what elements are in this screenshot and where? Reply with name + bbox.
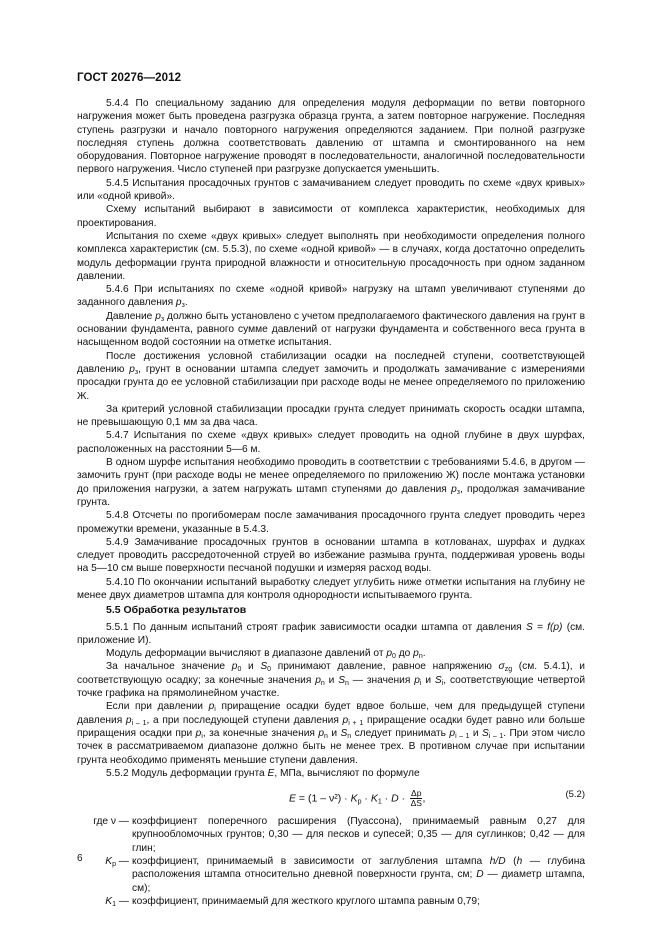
paragraph-pressure: Давление $p_з$ должно быть установлено с учетом предполагаемого фактического давления на грунт в основании фундамента, равного сумме давлений от нагрузки фундамента и собственного веса грунта в насыщенном водой состоянии на отметке испытания. [77, 310, 585, 349]
paragraph-5-4-4: 5.4.4 По специальному заданию для определения модуля деформации по ветви повторного нагружения может быть проведена разгрузка образца грунта, а затем повторное нагружение. Последняя ступень разгрузки и начало повторного нагружения определяются заданием. При полной разгрузке последняя ступень должна соответствовать давлению от штампа и смонтированного на нем оборудования. Повторное нагружение проводят в последовательности, аналогичной последовательности первого нагружения. Число ступеней при разгрузке допускается уменьшить. [77, 98, 585, 176]
fraction-numerator: Δp [411, 788, 422, 799]
definition-text: коэффициент, принимаемый в зависимости от заглубления штампа h/D (h — глубина расположения штампа относительно дневной поверхности грунта, см; D — диаметр штампа, см); [132, 856, 585, 894]
formula-5-2 [77, 783, 585, 811]
paragraph-criterion: За критерий условной стабилизации просадки грунта следует принимать скорость осадки штампа, не превышающую 0,1 мм за два часа. [77, 403, 585, 429]
paragraph-5-4-9: 5.4.9 Замачивание просадочных грунтов в основании штампа в котлованах, шурфах и дудках следует проводить рассредоточенной струей во избежание размыва грунта, поддерживая уровень воды на 5—10 см выше поверхности песчаной подушки и измеряя расход воды. [77, 536, 585, 575]
definition-text: коэффициент поперечного расширения (Пуассона), принимаемый равным 0,27 для крупнообломочных грунтов; 0,30 — для песков и супесей; 0,35 — для суглинков; 0,42 — для глин; [132, 816, 585, 854]
page-number: 6 [77, 853, 83, 864]
equation-number: (5.2) [565, 789, 585, 801]
definition-kp [77, 855, 585, 895]
formula-fraction [410, 789, 422, 808]
paragraph-5-4-6: 5.4.6 При испытаниях по схеме «одной кривой» нагрузку на штамп увеличивают ступенями до заданного давления $p_з$. [77, 284, 585, 310]
definition-text: коэффициент, принимаемый для жесткого круглого штампа равным 0,79; [132, 895, 480, 907]
paragraph-scheme-choice: Схему испытаний выбирают в зависимости от комплекса характеристик, необходимых для проектирования. [77, 204, 585, 229]
document-header: ГОСТ 20276—2012 [77, 72, 182, 84]
definition-symbol: где ν — [93, 816, 129, 828]
paragraph-5-4-10: 5.4.10 По окончании испытаний выработку следует углубить ниже отметки испытания на глубину не менее двух диаметров штампа для контроля однородности испытываемого грунта. [77, 576, 585, 601]
paragraph-5-5-1: 5.5.1 По данным испытаний строят график зависимости осадки штампа от давления S = f(p) (см. приложение И). [77, 621, 586, 646]
definition-list [77, 815, 585, 908]
paragraph-after-stabilization: После достижения условной стабилизации осадки на последней ступени, соответствующей давлению $p_з$, грунт в основании штампа следует замочить и продолжать замачивание с измерениями просадки грунта до ее условной стабилизации при расходе воды не менее определяемого по приложению Ж. [77, 350, 585, 402]
paragraph-5-5-2: 5.5.2 Модуль деформации грунта E, МПа, вычисляют по формуле [106, 767, 420, 779]
paragraph-5-4-5: 5.4.5 Испытания просадочных грунтов с замачиванием следует проводить по схеме «двух кривых» или «одной кривой». [77, 177, 585, 203]
paragraph-5-4-7: 5.4.7 Испытания по схеме «двух кривых» следует проводить на одной глубине в двух шурфах, расположенных на расстоянии 5—6 м. [77, 430, 585, 455]
definition-k1 [77, 895, 585, 908]
definition-nu [77, 815, 585, 855]
definition-symbol: $K_1$ — [105, 895, 129, 908]
paragraph-if-pressure: Если при давлении $p_i$ приращение осадки будет вдвое больше, чем для предыдущей ступени давления $p_{i - 1}$, а при последующей ступени давления $p_{i + 1}$ приращение осадки будет равно или больше приращения осадки при $p_i$, за конечные значения $p_n$ и $S_n$ следует принимать $p_{i - 1}$ и $S_{i - 1}$. При этом число точек в рассматриваемом диапазоне должно быть не менее трех. В противном случае при испытании грунта необходимо применять меньшие ступени давления. [77, 701, 586, 766]
paragraph-modulus-range: Модуль деформации вычисляют в диапазоне давлений от $p_0$ до $p_n$. [106, 648, 426, 661]
definition-symbol: $K_p$ — [105, 856, 129, 869]
paragraph-initial-values: За начальное значение $p_0$ и $S_0$ принимают давление, равное напряжению $\sigma_{zg}$ (см. 5.4.1), и соответствующую осадку; за конечные значения $p_n$ и $S_n$ — значения $p_i$ и $S_i$, соответствующие четвертой точке графика на прямолинейном участке. [77, 661, 586, 700]
paragraph-one-pit: В одном шурфе испытания необходимо проводить в соответствии с требованиями 5.4.6, в другом — замочить грунт (при расходе воды не менее определяемого по приложению Ж) после монтажа установки до приложения нагрузки, а затем нагружать штамп ступенями до давления $p_з$, продолжая замачивание грунта. [77, 457, 586, 508]
formula-expression: $E = (1 - \nu^2) \cdot K_p \cdot K_1 \cdot D$ · $\frac{\Delta p}{\Delta S}$ , [289, 788, 426, 809]
paragraph-two-curves: Испытания по схеме «двух кривых» следует выполнять при необходимости определения полного комплекса характеристик (см. 5.5.3), по схеме «одной кривой» — в случаях, когда достаточно определить модуль деформации грунта природной влажности и относительную просадочность при одном заданном давлении. [77, 230, 585, 282]
paragraph-5-4-8: 5.4.8 Отсчеты по прогибомерам после замачивания просадочного грунта следует проводить через промежутки времени, указанные в 5.4.3. [77, 510, 585, 535]
section-title-5-5: 5.5 Обработка результатов [106, 604, 247, 617]
document-body [77, 97, 585, 908]
fraction-denominator: ΔS [410, 798, 422, 809]
